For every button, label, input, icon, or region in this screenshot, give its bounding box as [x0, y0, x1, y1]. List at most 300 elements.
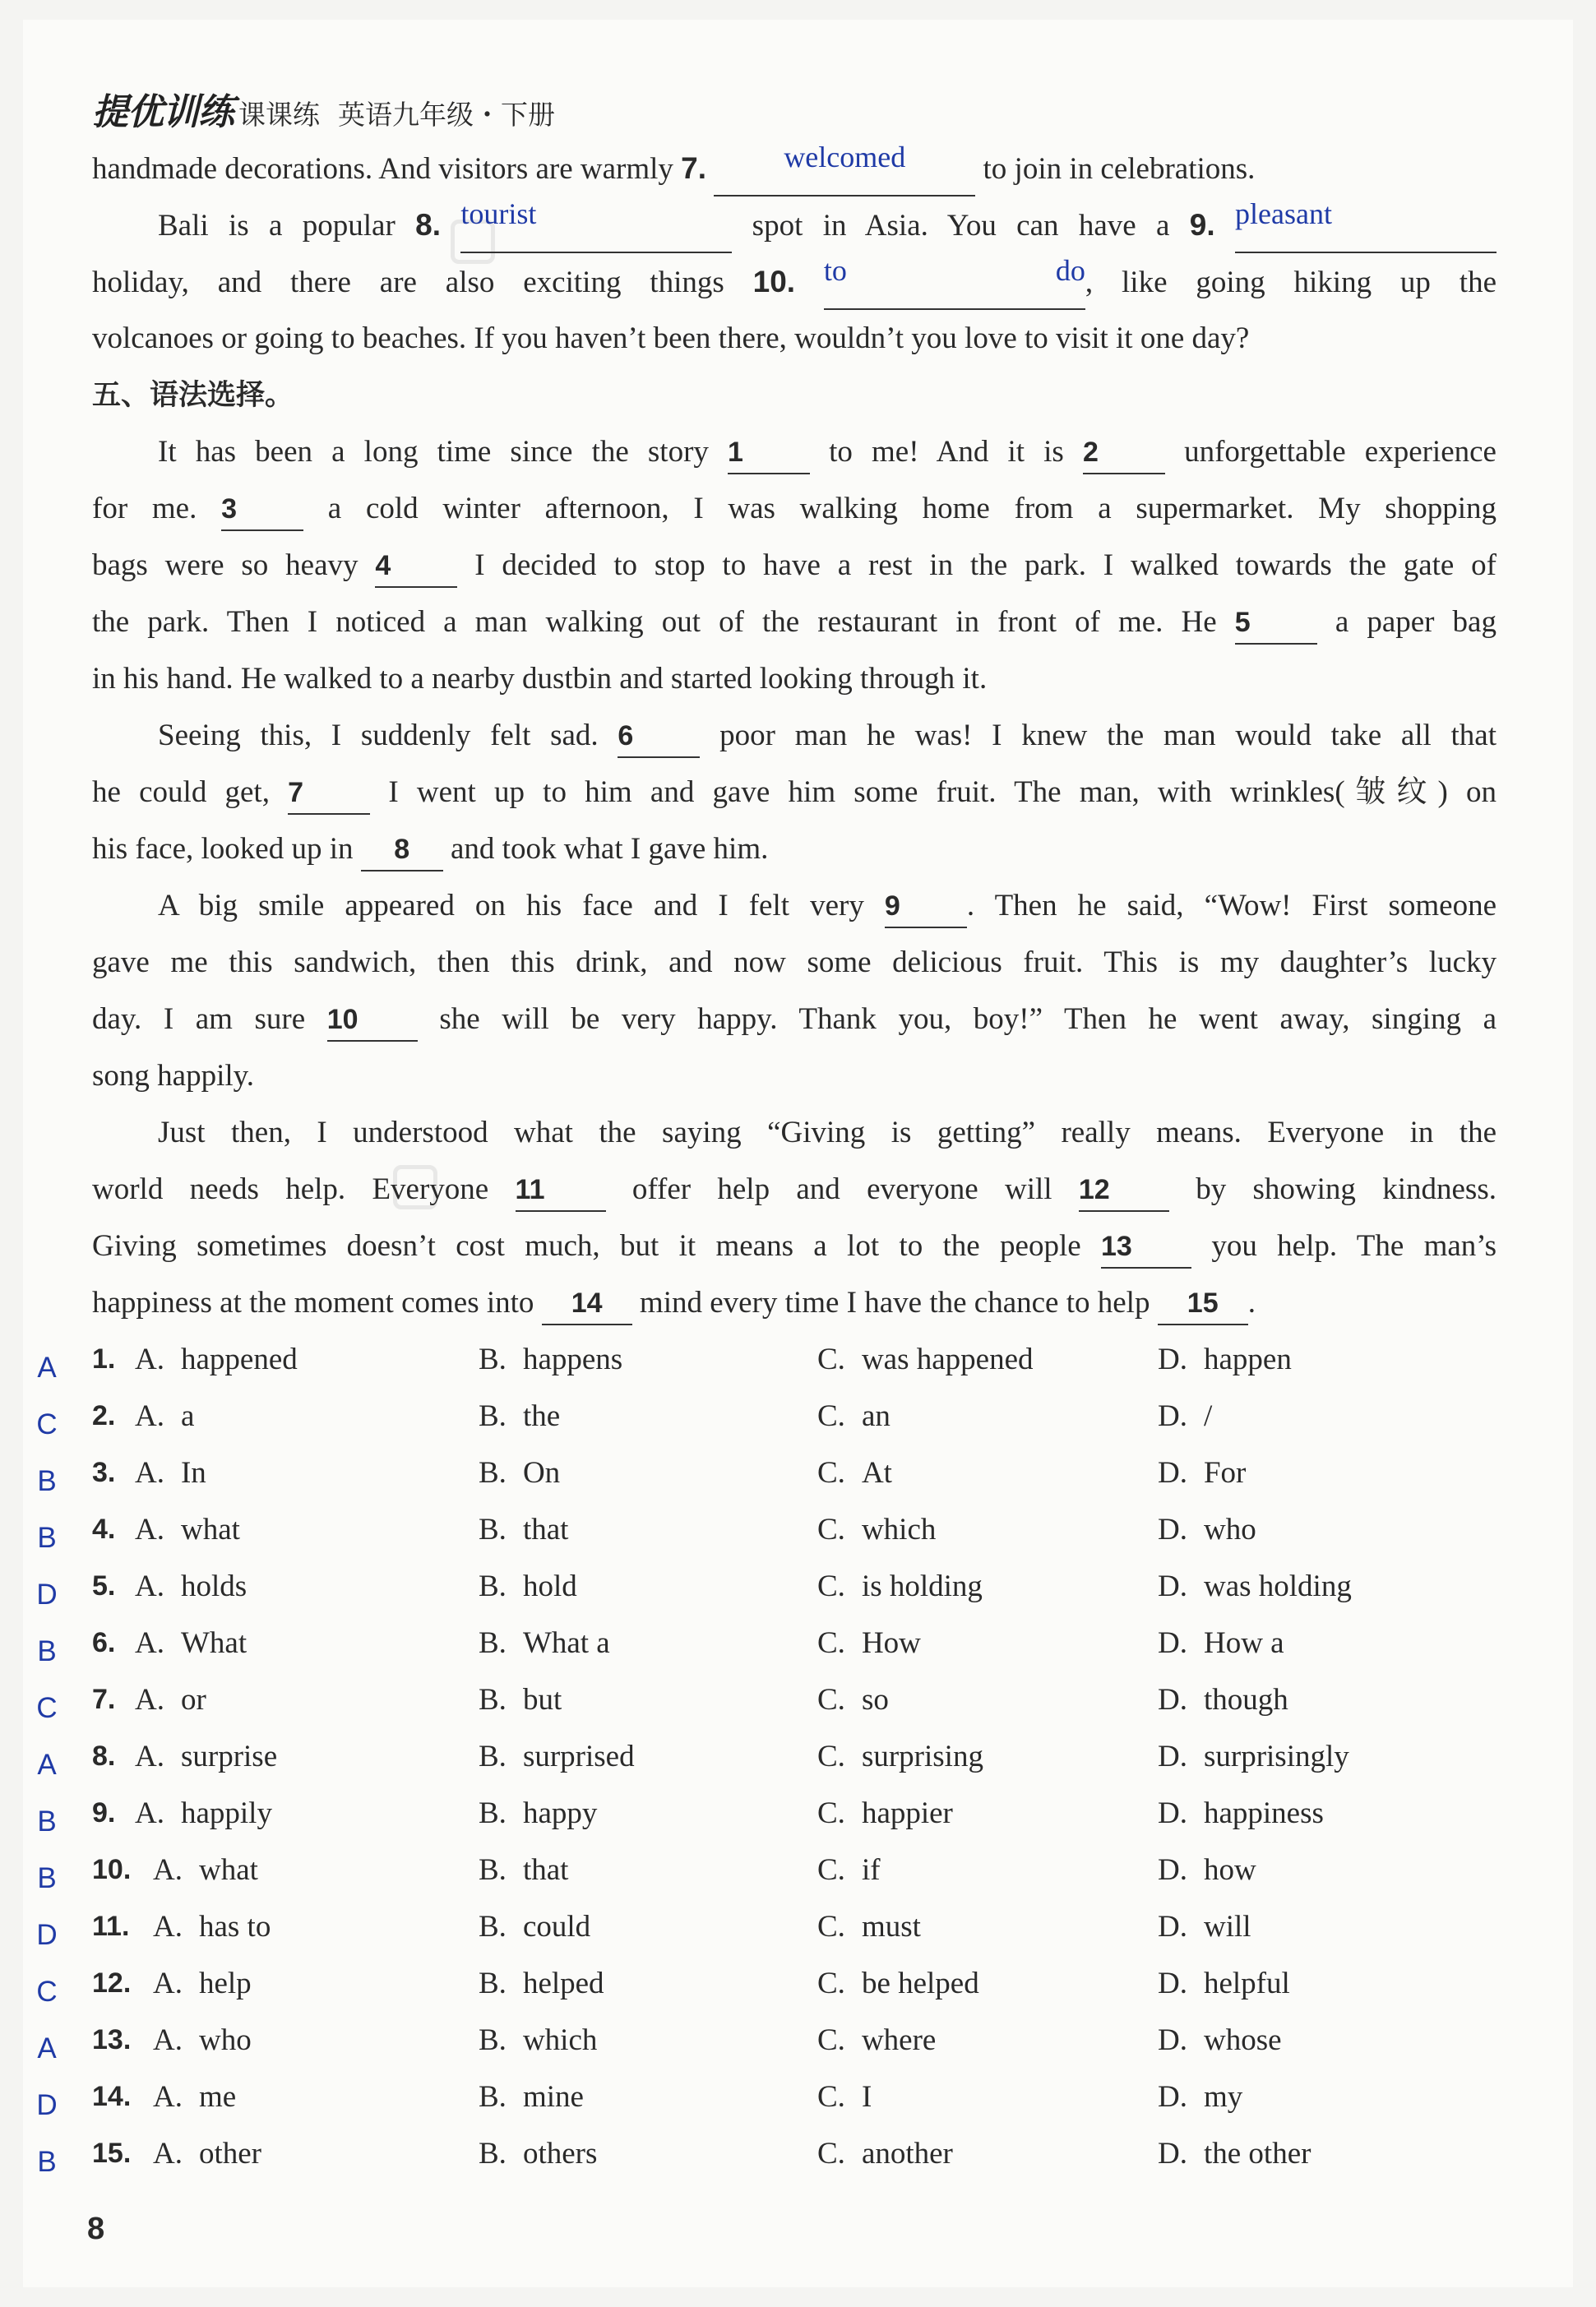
option-b[interactable] — [479, 2125, 597, 2182]
option-d[interactable] — [1158, 1615, 1284, 1671]
option-b[interactable] — [479, 1842, 568, 1898]
text: I went up to him and gave him some fruit. The man, with wrinkles(皱纹) on — [370, 775, 1497, 809]
option-c[interactable] — [817, 1955, 979, 2012]
option-letter: C. — [817, 2080, 845, 2114]
question-number: 11. — [92, 1911, 130, 1942]
option-c[interactable] — [817, 1615, 921, 1671]
blank-2[interactable]: 2 — [1083, 432, 1165, 474]
passage2-line: gave me this sandwich, then this drink, and now some delicious fruit. This is my daughter’s lucky — [92, 945, 1497, 979]
answer-blank-7[interactable] — [714, 141, 975, 196]
question-row — [92, 1898, 1506, 1955]
question-row — [92, 1785, 1506, 1842]
option-letter: D. — [1158, 1853, 1187, 1887]
option-letter: A. — [153, 2023, 183, 2057]
passage2-line — [92, 1274, 1497, 1331]
option-a[interactable] — [153, 1955, 252, 2012]
option-letter: B. — [479, 1683, 507, 1717]
option-text: surprised — [522, 1740, 635, 1773]
option-letter: B. — [479, 1910, 507, 1944]
option-text: my — [1203, 2080, 1243, 2114]
option-text: was holding — [1203, 1570, 1352, 1603]
option-letter: C. — [817, 1683, 845, 1717]
option-c[interactable] — [817, 1558, 983, 1615]
answer-blank-9[interactable] — [1235, 197, 1497, 253]
section-title — [92, 367, 1497, 423]
option-text: How a — [1203, 1626, 1284, 1660]
option-d[interactable] — [1158, 1955, 1290, 2012]
option-c[interactable] — [817, 1331, 1034, 1388]
option-letter: C. — [817, 1967, 845, 2000]
option-text: happened — [180, 1343, 298, 1376]
option-a[interactable] — [135, 1331, 298, 1388]
option-letter: D. — [1158, 1570, 1187, 1603]
blank-15[interactable]: 15 — [1158, 1283, 1248, 1325]
option-b[interactable] — [479, 1615, 610, 1671]
passage2-line — [92, 821, 1497, 877]
option-a[interactable] — [135, 1558, 247, 1615]
option-text: an — [861, 1399, 891, 1433]
text: . Then he said, “Wow! First someone — [966, 889, 1497, 922]
option-letter: D. — [1158, 2023, 1187, 2057]
text: he could get, — [92, 775, 289, 809]
option-a[interactable] — [153, 1842, 258, 1898]
option-letter: D. — [1158, 1740, 1187, 1773]
passage2-line — [92, 594, 1497, 650]
question-number: 14. — [92, 2081, 132, 2112]
answer-blank-8[interactable] — [460, 197, 732, 253]
option-a[interactable] — [153, 2069, 236, 2125]
brand-subtitle: 课课练 — [238, 99, 320, 131]
question-row — [92, 1388, 1506, 1445]
option-text: that — [522, 1853, 569, 1887]
text: the park. Then I noticed a man walking out of the restaurant in front of me. He — [92, 605, 1235, 639]
passage2-line: Just then, I understood what the saying “Giving is getting” really means. Everyone in the — [158, 1116, 1497, 1149]
option-text: happily — [180, 1796, 272, 1830]
option-text: others — [522, 2137, 598, 2171]
answer-blank-10[interactable] — [823, 254, 1085, 310]
option-letter: D. — [1158, 1683, 1187, 1717]
option-c[interactable] — [817, 1388, 891, 1445]
option-b[interactable] — [479, 1331, 622, 1388]
option-text: or — [180, 1683, 206, 1717]
page-number: 8 — [87, 2212, 105, 2246]
option-text: if — [861, 1853, 881, 1887]
option-d[interactable] — [1158, 1842, 1256, 1898]
option-letter: C. — [817, 1570, 845, 1603]
question-row — [92, 1671, 1506, 1728]
option-a[interactable] — [135, 1445, 206, 1501]
option-letter: A. — [153, 1967, 183, 2000]
text: day. I am sure — [92, 1002, 327, 1036]
option-letter: B. — [479, 1513, 507, 1546]
option-a[interactable] — [135, 1615, 247, 1671]
passage1-line2 — [92, 196, 1497, 253]
option-text: happiness — [1203, 1796, 1324, 1830]
option-d[interactable] — [1158, 1388, 1212, 1445]
option-text: helped — [522, 1967, 604, 2000]
text: happiness at the moment comes into — [92, 1286, 542, 1320]
handwritten-answer-letter: B — [37, 1635, 57, 1667]
option-text: help — [198, 1967, 252, 2000]
text: It has been a long time since the story — [158, 435, 729, 469]
option-c[interactable] — [817, 1898, 921, 1955]
option-text: happy — [522, 1796, 598, 1830]
option-c[interactable] — [817, 2069, 872, 2125]
option-letter: D. — [1158, 1456, 1187, 1490]
option-b[interactable] — [479, 1898, 590, 1955]
question-number: 10. — [92, 1854, 132, 1885]
text: Giving sometimes doesn’t cost much, but it means a lot to the people — [92, 1229, 1101, 1263]
question-row — [92, 1615, 1506, 1671]
option-d[interactable] — [1158, 1785, 1324, 1842]
option-a[interactable] — [135, 1785, 272, 1842]
option-letter: C. — [817, 1853, 845, 1887]
text: poor man he was! I knew the man would take all that — [700, 719, 1497, 752]
option-b[interactable] — [479, 1955, 604, 2012]
option-text: the other — [1203, 2137, 1311, 2171]
option-letter: B. — [479, 1740, 507, 1773]
option-text: me — [198, 2080, 237, 2114]
option-text: helpful — [1203, 1967, 1290, 2000]
handwritten-answer-letter: B — [37, 1805, 57, 1838]
option-a[interactable] — [153, 2125, 261, 2182]
option-text: the — [522, 1399, 561, 1433]
passage2-line — [92, 1218, 1497, 1274]
option-text: How — [861, 1626, 921, 1660]
question-number: 1. — [92, 1343, 116, 1375]
option-letter: B. — [479, 2137, 507, 2171]
option-b[interactable] — [479, 1785, 597, 1842]
option-letter: B. — [479, 2023, 507, 2057]
option-text: holds — [180, 1570, 247, 1603]
option-letter: B. — [479, 1796, 507, 1830]
option-text: whose — [1203, 2023, 1282, 2057]
option-letter: A. — [135, 1456, 164, 1490]
option-letter: A. — [135, 1343, 164, 1376]
option-text: what — [180, 1513, 240, 1546]
blank-7[interactable]: 7 — [288, 772, 370, 815]
blank-10[interactable]: 10 — [327, 999, 418, 1042]
text: his face, looked up in — [92, 832, 361, 866]
option-letter: D. — [1158, 1513, 1187, 1546]
blank-11[interactable]: 11 — [516, 1169, 606, 1212]
option-text: I — [861, 2080, 872, 2114]
option-text: mine — [522, 2080, 584, 2114]
text: A big smile appeared on his face and I felt very — [158, 889, 885, 922]
text: handmade decorations. And visitors are warmly — [92, 152, 682, 186]
passage1-line4: volcanoes or going to beaches. If you haven’t been there, wouldn’t you love to visit it one day? — [92, 321, 1250, 355]
option-text: At — [861, 1456, 892, 1490]
option-letter: C. — [817, 1343, 845, 1376]
option-b[interactable] — [479, 1445, 560, 1501]
question-row — [92, 2012, 1506, 2069]
option-d[interactable] — [1158, 2012, 1282, 2069]
option-text: What — [180, 1626, 247, 1660]
handwritten-answer: pleasant — [1235, 197, 1332, 230]
passage2-line — [92, 991, 1497, 1047]
option-text: that — [522, 1513, 569, 1546]
option-text: happier — [861, 1796, 953, 1830]
question-row — [92, 1728, 1506, 1785]
option-a[interactable] — [135, 1728, 277, 1785]
option-text: could — [522, 1910, 591, 1944]
text: I decided to stop to have a rest in the park. I walked towards the gate of — [457, 548, 1497, 582]
section-title-text: 五、语法选择。 — [92, 379, 294, 412]
option-text: will — [1203, 1910, 1251, 1944]
text: world needs help. Everyone — [92, 1172, 516, 1206]
option-b[interactable] — [479, 2069, 584, 2125]
option-letter: B. — [479, 1626, 507, 1660]
handwritten-answer: to do — [823, 254, 1085, 287]
option-a[interactable] — [135, 1671, 206, 1728]
text: mind every time I have the chance to help — [631, 1286, 1158, 1320]
option-d[interactable] — [1158, 2125, 1311, 2182]
option-letter: B. — [479, 2080, 507, 2114]
option-text: has to — [198, 1910, 271, 1944]
blank-number: 8. — [415, 208, 441, 242]
text: Seeing this, I suddenly felt sad. — [158, 719, 618, 752]
question-number: 7. — [92, 1684, 116, 1715]
option-letter: A. — [153, 1910, 183, 1944]
option-letter: C. — [817, 1626, 845, 1660]
option-text: happen — [1203, 1343, 1292, 1376]
option-text: On — [522, 1456, 561, 1490]
text: holiday, and there are also exciting things — [92, 266, 753, 299]
text: , like going hiking up the — [1085, 266, 1497, 299]
question-number: 15. — [92, 2138, 132, 2169]
text: . — [1247, 1286, 1256, 1320]
option-a[interactable] — [153, 1898, 271, 1955]
handwritten-answer: welcomed — [784, 141, 906, 173]
option-letter: A. — [135, 1399, 164, 1433]
handwritten-answer-letter: C — [36, 1692, 58, 1724]
option-text: a — [180, 1399, 195, 1433]
option-b[interactable] — [479, 1728, 635, 1785]
option-text: who — [1203, 1513, 1256, 1546]
blank-3[interactable]: 3 — [221, 488, 303, 531]
question-row — [92, 1445, 1506, 1501]
passage2-line — [92, 764, 1497, 821]
question-number: 3. — [92, 1457, 116, 1488]
option-text: though — [1203, 1683, 1288, 1717]
text: unforgettable experience — [1164, 435, 1497, 469]
handwritten-answer-letter: A — [37, 2032, 57, 2064]
option-b[interactable] — [479, 1388, 560, 1445]
text: you help. The man’s — [1191, 1229, 1497, 1263]
option-letter: C. — [817, 1910, 845, 1944]
option-letter: C. — [817, 1740, 845, 1773]
option-d[interactable] — [1158, 1331, 1292, 1388]
option-letter: D. — [1158, 1796, 1187, 1830]
text: for me. — [92, 492, 222, 525]
passage1-line3 — [92, 253, 1497, 310]
option-letter: A. — [135, 1513, 164, 1546]
option-text: happens — [522, 1343, 623, 1376]
option-b[interactable] — [479, 1671, 562, 1728]
option-a[interactable] — [153, 2012, 252, 2069]
handwritten-answer-letter: C — [36, 1976, 58, 2008]
option-c[interactable] — [817, 1842, 881, 1898]
passage2-line — [92, 423, 1497, 480]
passage2-line — [92, 707, 1497, 764]
question-number: 13. — [92, 2024, 132, 2055]
option-letter: C. — [817, 1399, 845, 1433]
option-letter: D. — [1158, 1910, 1187, 1944]
blank-14[interactable]: 14 — [542, 1283, 632, 1325]
question-row — [92, 1558, 1506, 1615]
passage2-line — [92, 480, 1497, 537]
option-text: hold — [522, 1570, 577, 1603]
option-letter: A. — [135, 1570, 164, 1603]
handwritten-answer-letter: B — [37, 1862, 57, 1894]
option-text: other — [198, 2137, 262, 2171]
option-text: be helped — [861, 1967, 979, 2000]
passage2-line: in his hand. He walked to a nearby dustbin and started looking through it. — [92, 662, 988, 696]
option-letter: D. — [1158, 1967, 1187, 2000]
option-letter: D. — [1158, 1626, 1187, 1660]
blank-4[interactable]: 4 — [375, 545, 457, 588]
question-number: 12. — [92, 1967, 132, 1999]
question-row — [92, 1955, 1506, 2012]
option-letter: A. — [153, 2137, 183, 2171]
blank-number: 10. — [752, 265, 796, 298]
option-c[interactable] — [817, 2125, 953, 2182]
handwritten-answer-letter: D — [36, 1579, 58, 1611]
handwritten-answer-letter: A — [37, 1749, 57, 1781]
option-text: must — [861, 1910, 921, 1944]
handwritten-answer: tourist — [460, 197, 537, 230]
blank-13[interactable]: 13 — [1101, 1226, 1191, 1269]
text: spot in Asia. You can have a — [732, 209, 1190, 243]
blank-8[interactable]: 8 — [361, 829, 443, 871]
option-d[interactable] — [1158, 1671, 1288, 1728]
option-c[interactable] — [817, 1445, 892, 1501]
option-a[interactable] — [135, 1388, 194, 1445]
option-text: which — [522, 2023, 598, 2057]
book-header — [92, 82, 555, 132]
option-c[interactable] — [817, 1728, 983, 1785]
question-row — [92, 1842, 1506, 1898]
text: to me! And it is — [810, 435, 1083, 469]
question-number: 2. — [92, 1400, 116, 1431]
option-letter: B. — [479, 1456, 507, 1490]
question-row — [92, 1331, 1506, 1388]
option-letter: A. — [153, 2080, 183, 2114]
passage1-line1 — [92, 140, 1497, 196]
option-letter: A. — [135, 1796, 164, 1830]
option-letter: A. — [135, 1626, 164, 1660]
option-letter: B. — [479, 1967, 507, 2000]
option-d[interactable] — [1158, 1728, 1349, 1785]
option-text: What a — [522, 1626, 610, 1660]
option-text: surprise — [180, 1740, 278, 1773]
option-text: / — [1203, 1399, 1213, 1433]
option-letter: D. — [1158, 1343, 1187, 1376]
option-d[interactable] — [1158, 1898, 1251, 1955]
handwritten-answer-letter: D — [36, 1919, 58, 1951]
option-b[interactable] — [479, 2012, 597, 2069]
blank-6[interactable]: 6 — [618, 715, 700, 758]
option-text: In — [180, 1456, 206, 1490]
text: by showing kindness. — [1168, 1172, 1497, 1206]
text: to join in celebrations. — [975, 152, 1256, 186]
option-text: what — [198, 1853, 258, 1887]
blank-number: 9. — [1189, 208, 1215, 242]
option-text: is holding — [861, 1570, 983, 1603]
option-d[interactable] — [1158, 1558, 1352, 1615]
option-text: another — [861, 2137, 953, 2171]
handwritten-answer-letter: D — [36, 2089, 58, 2121]
option-letter: C. — [817, 1456, 845, 1490]
option-a[interactable] — [135, 1501, 240, 1558]
option-letter: A. — [153, 1853, 183, 1887]
text: offer help and everyone will — [605, 1172, 1079, 1206]
option-c[interactable] — [817, 1501, 936, 1558]
option-text: how — [1203, 1853, 1256, 1887]
option-letter: D. — [1158, 1399, 1187, 1433]
option-letter: A. — [135, 1740, 164, 1773]
text: Bali is a popular — [158, 209, 416, 243]
question-row — [92, 2125, 1506, 2182]
blank-12[interactable]: 12 — [1079, 1169, 1169, 1212]
passage2-line — [92, 1161, 1497, 1218]
handwritten-answer-letter: A — [37, 1352, 57, 1384]
text: and took what I gave him. — [442, 832, 769, 866]
option-b[interactable] — [479, 1558, 577, 1615]
blank-1[interactable]: 1 — [728, 432, 810, 474]
question-row — [92, 2069, 1506, 2125]
option-text: but — [522, 1683, 562, 1717]
question-number: 6. — [92, 1627, 116, 1658]
blank-5[interactable]: 5 — [1235, 602, 1317, 645]
passage2-line — [92, 877, 1497, 934]
option-letter: C. — [817, 2023, 845, 2057]
option-c[interactable] — [817, 2012, 936, 2069]
brand-logo: 提优训练 — [92, 91, 234, 133]
passage2-line: song happily. — [92, 1059, 254, 1093]
option-letter: C. — [817, 2137, 845, 2171]
option-text: where — [861, 2023, 937, 2057]
option-text: was happened — [861, 1343, 1034, 1376]
question-number: 9. — [92, 1797, 116, 1828]
option-c[interactable] — [817, 1785, 953, 1842]
question-number: 8. — [92, 1741, 116, 1772]
text: she will be very happy. Thank you, boy!” Then he went away, singing a — [417, 1002, 1497, 1036]
blank-number: 7. — [681, 151, 707, 185]
option-letter: A. — [135, 1683, 164, 1717]
option-letter: C. — [817, 1796, 845, 1830]
option-letter: B. — [479, 1853, 507, 1887]
option-letter: D. — [1158, 2080, 1187, 2114]
option-d[interactable] — [1158, 1445, 1246, 1501]
option-c[interactable] — [817, 1671, 889, 1728]
option-text: who — [198, 2023, 252, 2057]
text: a cold winter afternoon, I was walking home from a supermarket. My shopping — [303, 492, 1497, 525]
book-title: 英语九年级・下册 — [338, 99, 555, 131]
text: a paper bag — [1316, 605, 1497, 639]
blank-9[interactable]: 9 — [885, 885, 967, 928]
option-b[interactable] — [479, 1501, 568, 1558]
option-text: so — [861, 1683, 889, 1717]
option-d[interactable] — [1158, 1501, 1256, 1558]
option-d[interactable] — [1158, 2069, 1242, 2125]
option-text: surprisingly — [1203, 1740, 1349, 1773]
option-letter: D. — [1158, 2137, 1187, 2171]
option-letter: B. — [479, 1343, 507, 1376]
handwritten-answer-letter: B — [37, 1522, 57, 1554]
option-text: For — [1203, 1456, 1247, 1490]
option-letter: B. — [479, 1570, 507, 1603]
